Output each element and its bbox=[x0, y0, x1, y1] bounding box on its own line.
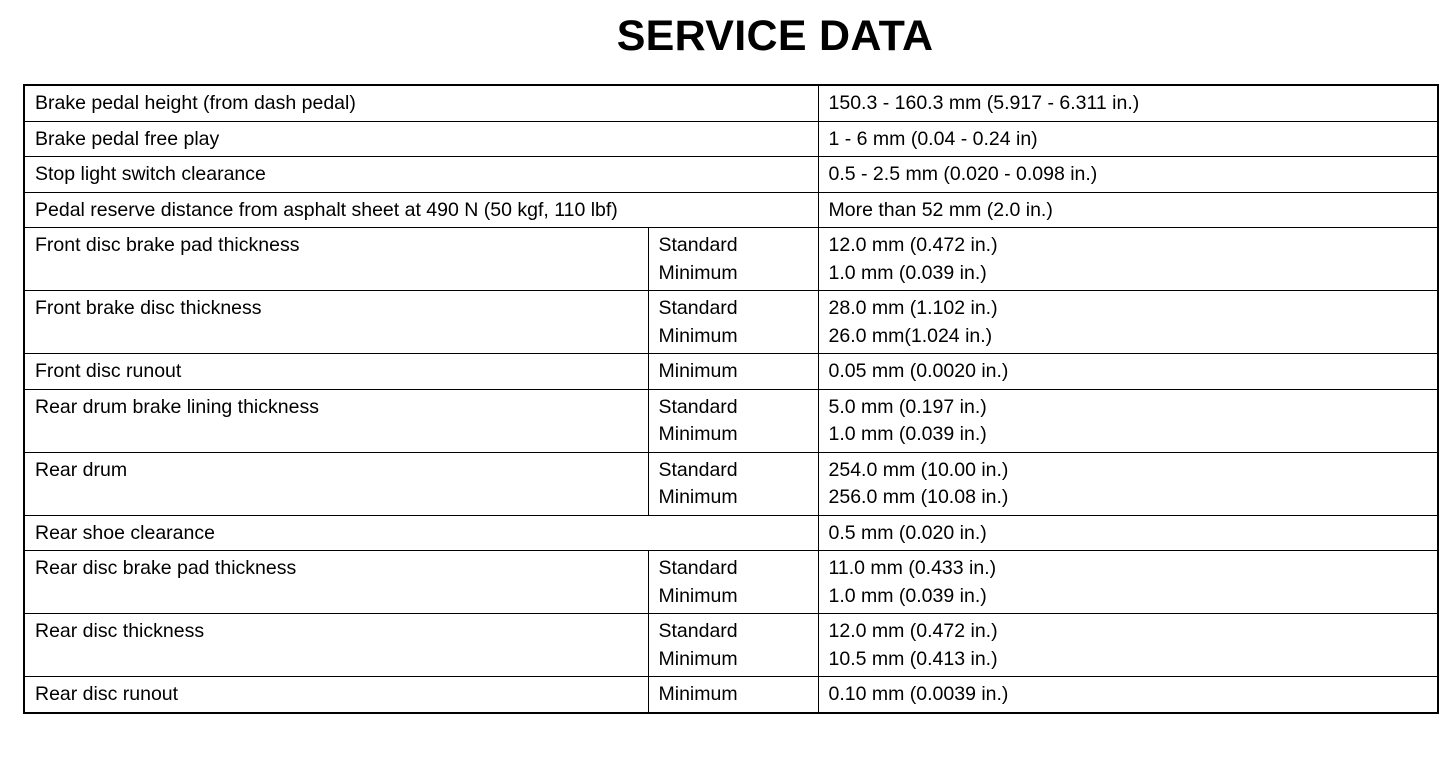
spec-value: 12.0 mm (0.472 in.) bbox=[828, 234, 998, 256]
spec-value-cell bbox=[818, 614, 1438, 677]
spec-kind-label: Minimum bbox=[658, 423, 738, 445]
spec-value: 1 - 6 mm (0.04 - 0.24 in) bbox=[828, 127, 1038, 150]
table-row bbox=[24, 389, 1438, 452]
spec-kind-cell bbox=[648, 614, 818, 677]
service-data-body bbox=[24, 85, 1438, 713]
spec-value-cell bbox=[818, 452, 1438, 515]
table-row bbox=[24, 551, 1438, 614]
table-row bbox=[24, 614, 1438, 677]
spec-kind-label: Minimum bbox=[658, 360, 738, 382]
table-row bbox=[24, 85, 1438, 121]
spec-value: 150.3 - 160.3 mm (5.917 - 6.311 in.) bbox=[828, 92, 1140, 114]
spec-value: 0.05 mm (0.0020 in.) bbox=[828, 360, 1009, 382]
spec-value: 256.0 mm (10.08 in.) bbox=[828, 486, 1009, 508]
table-row bbox=[24, 192, 1438, 228]
spec-item-cell: Pedal reserve distance from asphalt sheet at 490 N (50 kgf, 110 lbf) bbox=[24, 192, 818, 228]
spec-value: 0.10 mm (0.0039 in.) bbox=[828, 683, 1009, 705]
spec-kind-label: Standard bbox=[658, 557, 738, 579]
spec-item-cell: Front brake disc thickness bbox=[24, 291, 648, 354]
spec-value-cell bbox=[818, 354, 1438, 390]
spec-kind-label: Standard bbox=[658, 234, 738, 256]
table-row bbox=[24, 677, 1438, 713]
spec-value-cell bbox=[818, 677, 1438, 713]
spec-value-cell bbox=[818, 192, 1438, 228]
spec-value: 26.0 mm(1.024 in.) bbox=[828, 324, 993, 347]
spec-value: 5.0 mm (0.197 in.) bbox=[828, 395, 987, 418]
spec-item-cell: Rear disc runout bbox=[24, 677, 648, 713]
spec-value-cell bbox=[818, 515, 1438, 551]
spec-kind-cell bbox=[648, 677, 818, 713]
spec-item-cell: Front disc runout bbox=[24, 354, 648, 390]
spec-item-cell: Stop light switch clearance bbox=[24, 157, 818, 193]
table-row bbox=[24, 291, 1438, 354]
table-row bbox=[24, 515, 1438, 551]
spec-kind-label: Standard bbox=[658, 297, 738, 319]
spec-value: 1.0 mm (0.039 in.) bbox=[828, 584, 987, 607]
spec-item-cell: Rear drum bbox=[24, 452, 648, 515]
service-data-table bbox=[23, 84, 1439, 714]
spec-kind-cell bbox=[648, 228, 818, 291]
spec-item-cell: Rear disc brake pad thickness bbox=[24, 551, 648, 614]
spec-value-cell bbox=[818, 85, 1438, 121]
spec-item-cell: Brake pedal free play bbox=[24, 121, 818, 157]
spec-item-cell: Rear drum brake lining thickness bbox=[24, 389, 648, 452]
table-row bbox=[24, 452, 1438, 515]
table-row bbox=[24, 354, 1438, 390]
spec-value: 1.0 mm (0.039 in.) bbox=[828, 423, 987, 445]
spec-kind-label: Minimum bbox=[658, 683, 738, 705]
spec-kind-cell bbox=[648, 452, 818, 515]
spec-value: More than 52 mm (2.0 in.) bbox=[828, 198, 1053, 221]
spec-value: 12.0 mm (0.472 in.) bbox=[828, 620, 998, 642]
spec-value: 11.0 mm (0.433 in.) bbox=[828, 557, 997, 579]
spec-kind-cell bbox=[648, 354, 818, 390]
spec-kind-label: Standard bbox=[658, 395, 738, 418]
spec-item-cell: Rear disc thickness bbox=[24, 614, 648, 677]
spec-kind-label: Minimum bbox=[658, 647, 738, 670]
spec-item-cell: Front disc brake pad thickness bbox=[24, 228, 648, 291]
spec-value-cell bbox=[818, 121, 1438, 157]
spec-value: 10.5 mm (0.413 in.) bbox=[828, 647, 998, 670]
spec-value-cell bbox=[818, 291, 1438, 354]
spec-value-cell bbox=[818, 228, 1438, 291]
spec-kind-label: Minimum bbox=[658, 584, 738, 607]
spec-kind-cell bbox=[648, 389, 818, 452]
spec-value-cell bbox=[818, 551, 1438, 614]
spec-kind-cell bbox=[648, 551, 818, 614]
spec-value-cell bbox=[818, 389, 1438, 452]
spec-kind-label: Minimum bbox=[658, 486, 738, 508]
spec-value: 0.5 - 2.5 mm (0.020 - 0.098 in.) bbox=[828, 163, 1098, 185]
spec-value: 1.0 mm (0.039 in.) bbox=[828, 261, 987, 284]
spec-kind-label: Standard bbox=[658, 458, 738, 481]
table-row bbox=[24, 228, 1438, 291]
spec-value: 254.0 mm (10.00 in.) bbox=[828, 458, 1009, 481]
spec-kind-label: Minimum bbox=[658, 261, 738, 284]
spec-kind-cell bbox=[648, 291, 818, 354]
spec-value-cell bbox=[818, 157, 1438, 193]
page-title: SERVICE DATA bbox=[616, 12, 934, 60]
table-row bbox=[24, 157, 1438, 193]
spec-value: 28.0 mm (1.102 in.) bbox=[828, 297, 998, 319]
spec-kind-label: Standard bbox=[658, 620, 738, 642]
spec-value: 0.5 mm (0.020 in.) bbox=[828, 521, 987, 544]
table-row bbox=[24, 121, 1438, 157]
spec-item-cell: Rear shoe clearance bbox=[24, 515, 818, 551]
spec-kind-label: Minimum bbox=[658, 324, 738, 347]
spec-item-cell: Brake pedal height (from dash pedal) bbox=[24, 85, 818, 121]
